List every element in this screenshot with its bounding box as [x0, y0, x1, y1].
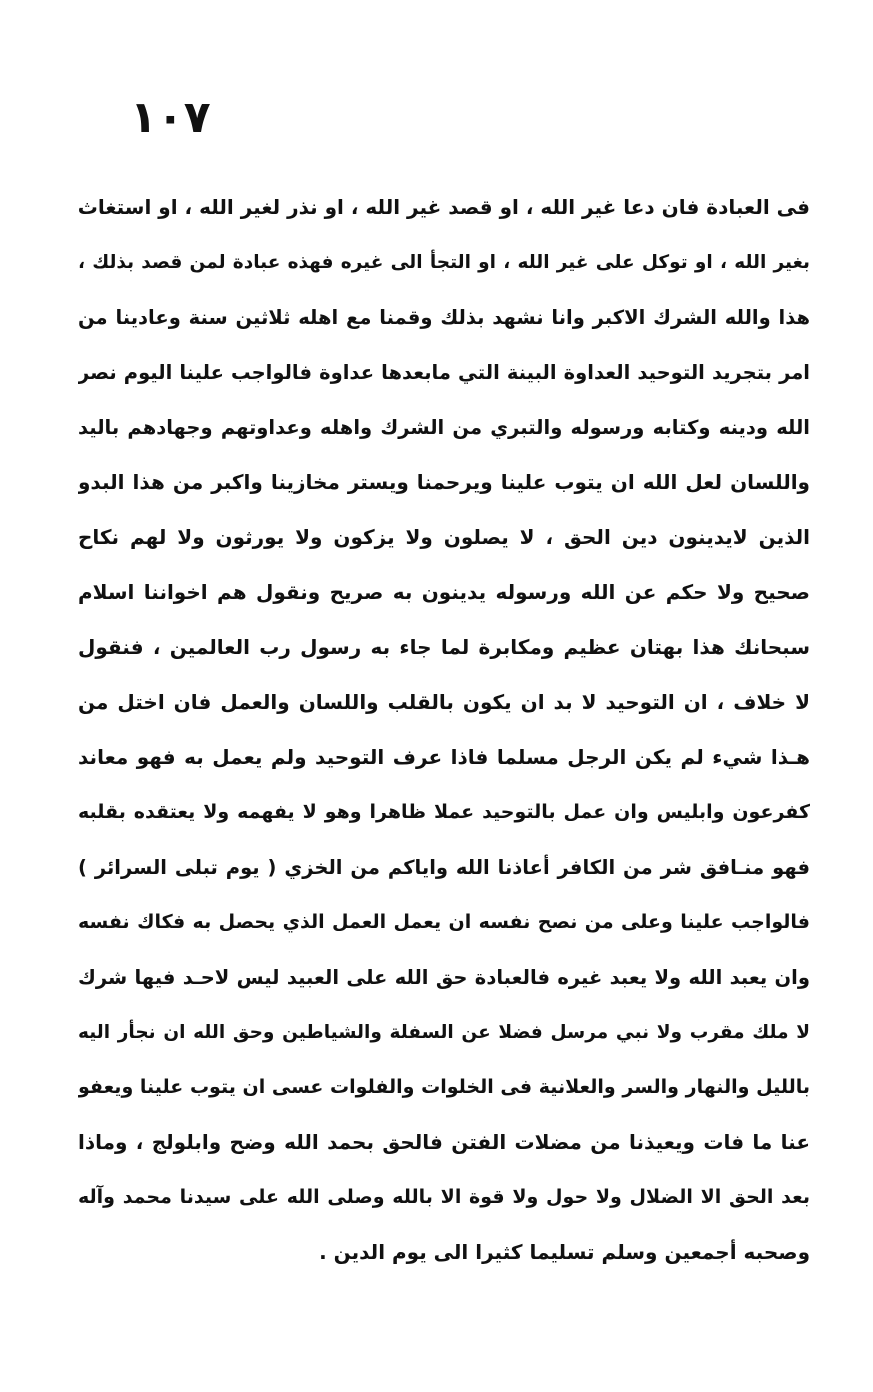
text-line: فالواجب علينا وعلى من نصح نفسه ان يعمل العمل الذي يحصل به فكاك نفسه [78, 911, 810, 933]
body-text [78, 180, 810, 1280]
text-line: وصحبه أجمعين وسلم تسليما كثيرا الى يوم الدين . [319, 1240, 810, 1264]
text-line: هذا والله الشرك الاكبر وانا نشهد بذلك وقمنا مع اهله ثلاثين سنة وعادينا من [78, 306, 810, 329]
text-line: هـذا شيء لم يكن الرجل مسلما فاذا عرف التوحيد ولم يعمل به فهو معاند [78, 745, 810, 769]
text-line: الذين لايدينون دين الحق ، لا يصلون ولا يزكون ولا يورثون ولا لهم نكاح [78, 525, 810, 549]
text-line: امر بتجريد التوحيد العداوة البينة التي مابعدها عداوة فالواجب علينا اليوم نصر [78, 361, 810, 384]
text-line: صحيح ولا حكم عن الله ورسوله يدينون به صريح ونقول هم اخواننا اسلام [78, 580, 810, 604]
page-number: ١٠٧ [130, 92, 211, 143]
text-line: لا خلاف ، ان التوحيد لا بد ان يكون بالقلب واللسان والعمل فان اختل من [78, 690, 810, 714]
text-line: بغير الله ، او توكل على غير الله ، او التجأ الى غيره فهذه عبادة لمن قصد بذلك ، [78, 252, 810, 273]
text-line: لا ملك مقرب ولا نبي مرسل فضلا عن السفلة والشياطين وحق الله ان نجأر اليه [78, 1022, 810, 1043]
text-line: بالليل والنهار والسر والعلانية فى الخلوات والفلوات عسى ان يتوب علينا ويعفو [78, 1076, 810, 1098]
text-line: عنا ما فات ويعيذنا من مضلات الفتن فالحق بحمد الله وضح وابلولج ، وماذا [78, 1130, 810, 1154]
text-line: بعد الحق الا الضلال ولا حول ولا قوة الا بالله وصلى الله على سيدنا محمد وآله [78, 1186, 810, 1208]
text-line: فهو منـافق شر من الكافر أعاذنا الله واياكم من الخزي ( يوم تبلى السرائر ) [78, 856, 810, 879]
text-line: وان يعبد الله ولا يعبد غيره فالعبادة حق الله على العبيد ليس لاحـد فيها شرك [78, 966, 810, 989]
text-line: كفرعون وابليس وان عمل بالتوحيد عملا ظاهرا وهو لا يفهمه ولا يعتقده بقلبه [78, 801, 810, 823]
text-line: الله ودينه وكتابه ورسوله والتبري من الشرك واهله وعداوتهم وجهادهم باليد [78, 416, 810, 439]
text-line: واللسان لعل الله ان يتوب علينا ويرحمنا ويستر مخازينا واكبر من هذا البدو [78, 470, 810, 494]
text-line: سبحانك هذا بهتان عظيم ومكابرة لما جاء به رسول رب العالمين ، فنقول [78, 635, 810, 659]
text-line: فى العبادة فان دعا غير الله ، او قصد غير الله ، او نذر لغير الله ، او استغاث [78, 195, 810, 219]
